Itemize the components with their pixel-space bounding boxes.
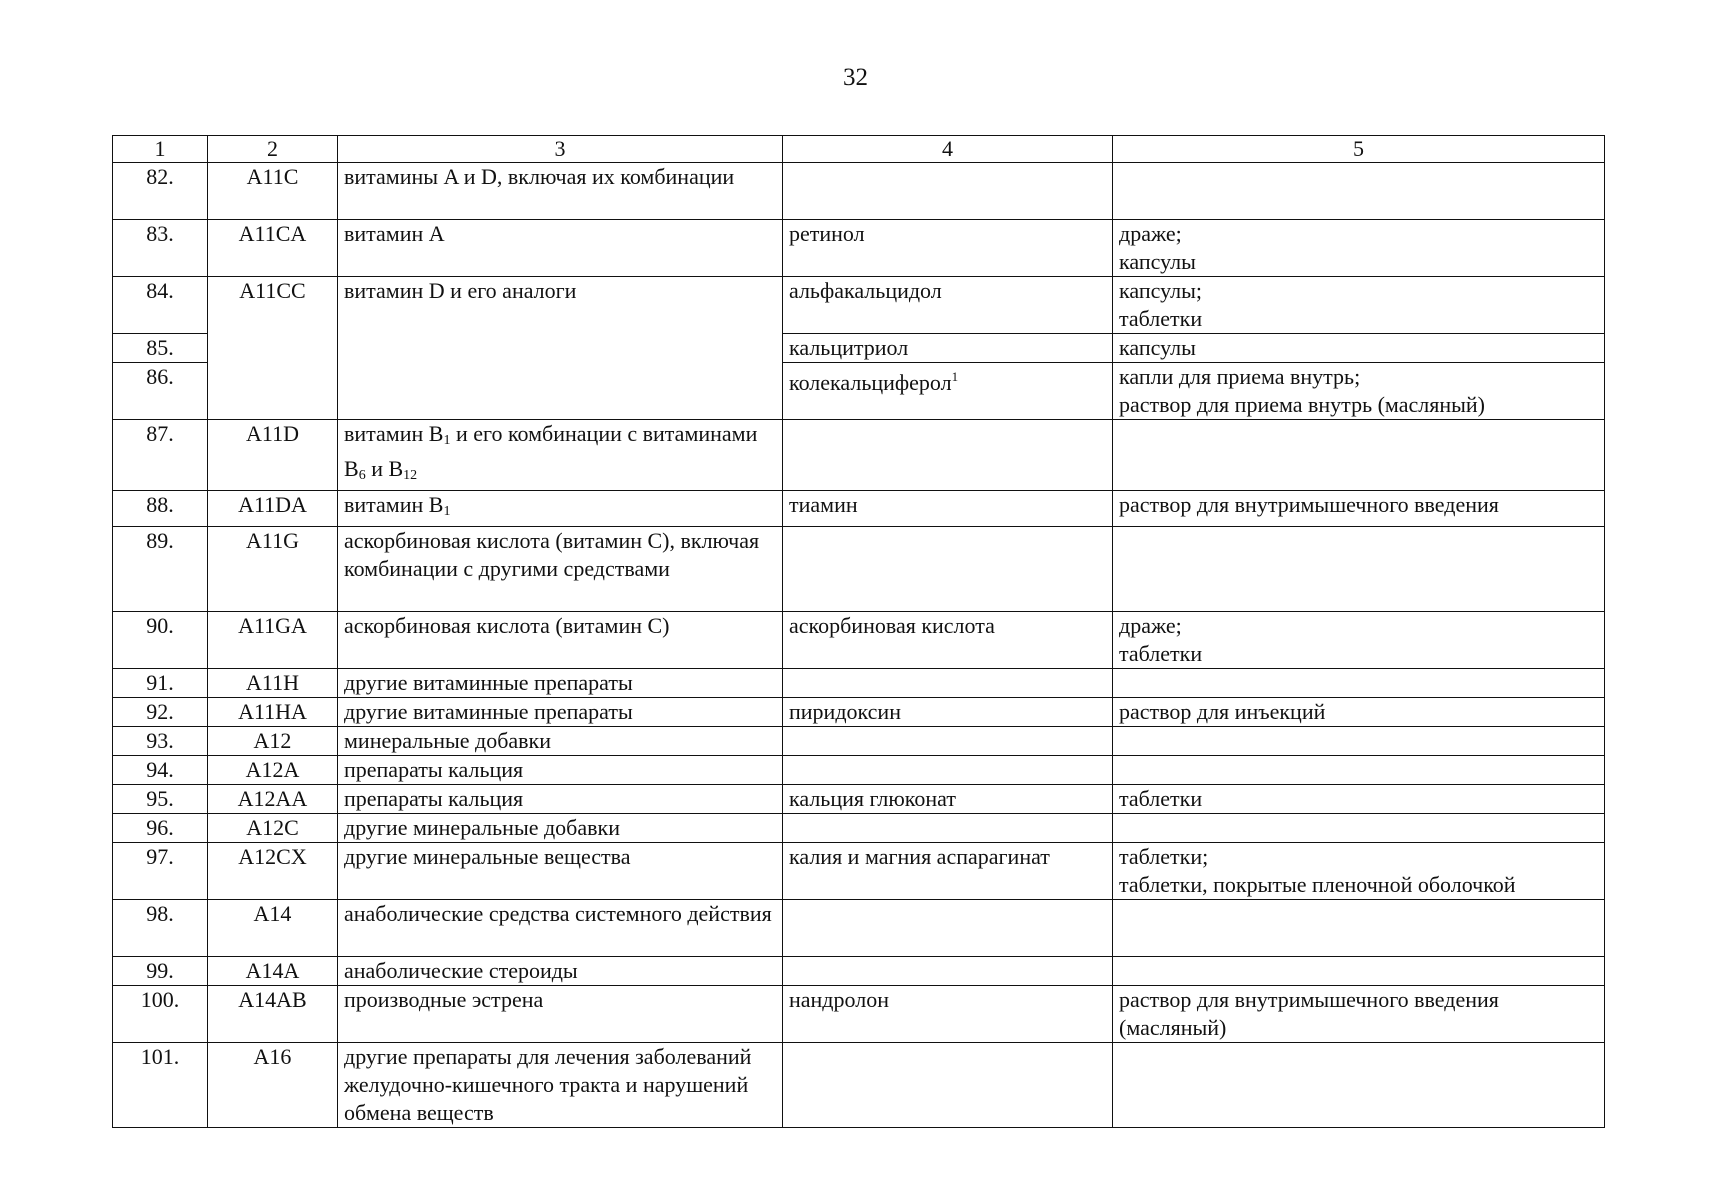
drug-name <box>783 363 1113 420</box>
atc-group <box>338 420 783 491</box>
table-row <box>113 843 1605 900</box>
row-number: 100. <box>113 986 208 1043</box>
dosage-form <box>1113 420 1605 491</box>
row-number: 82. <box>113 163 208 220</box>
table-row <box>113 814 1605 843</box>
header-col-1: 1 <box>113 136 208 163</box>
drug-name: аскорбиновая кислота <box>783 612 1113 669</box>
atc-code: A11D <box>208 420 338 491</box>
row-number: 97. <box>113 843 208 900</box>
header-col-4: 4 <box>783 136 1113 163</box>
atc-group: препараты кальция <box>338 756 783 785</box>
dosage-form <box>1113 957 1605 986</box>
row-number: 91. <box>113 669 208 698</box>
atc-code: A11DA <box>208 491 338 527</box>
atc-code: A11CA <box>208 220 338 277</box>
atc-code: A12A <box>208 756 338 785</box>
dosage-form <box>1113 612 1605 669</box>
atc-group-text: и его комбинации с витаминами B <box>344 421 758 481</box>
atc-code: A11GA <box>208 612 338 669</box>
subscript: 1 <box>443 504 451 519</box>
row-number: 85. <box>113 334 208 363</box>
atc-group: другие минеральные добавки <box>338 814 783 843</box>
dosage-form-line: таблетки, покрытые пленочной оболочкой <box>1119 872 1516 897</box>
drug-name-text: колекальциферол <box>789 370 952 395</box>
row-number: 83. <box>113 220 208 277</box>
table-row <box>113 669 1605 698</box>
atc-code: A12AA <box>208 785 338 814</box>
atc-code: A11H <box>208 669 338 698</box>
header-col-5: 5 <box>1113 136 1605 163</box>
dosage-form-line: таблетки <box>1119 306 1203 331</box>
row-number: 87. <box>113 420 208 491</box>
dosage-form <box>1113 727 1605 756</box>
atc-code: A12C <box>208 814 338 843</box>
dosage-form-line: капсулы; <box>1119 278 1202 303</box>
atc-group: другие минеральные вещества <box>338 843 783 900</box>
table-row <box>113 491 1605 527</box>
table-row <box>113 957 1605 986</box>
subscript: 1 <box>443 433 451 448</box>
subscript: 12 <box>403 468 418 483</box>
row-number: 88. <box>113 491 208 527</box>
atc-group <box>338 491 783 527</box>
dosage-form <box>1113 669 1605 698</box>
subscript: 6 <box>358 468 366 483</box>
atc-group: анаболические средства системного действия <box>338 900 783 957</box>
drug-name <box>783 957 1113 986</box>
drug-name <box>783 756 1113 785</box>
row-number: 101. <box>113 1043 208 1128</box>
drug-list-table <box>112 135 1605 1128</box>
row-number: 95. <box>113 785 208 814</box>
dosage-form-line: таблетки <box>1119 641 1203 666</box>
dosage-form <box>1113 527 1605 612</box>
header-col-2: 2 <box>208 136 338 163</box>
row-number: 98. <box>113 900 208 957</box>
dosage-form-line: капли для приема внутрь; <box>1119 364 1361 389</box>
drug-name <box>783 727 1113 756</box>
table-row <box>113 277 1605 334</box>
row-number: 90. <box>113 612 208 669</box>
table-row <box>113 612 1605 669</box>
dosage-form <box>1113 843 1605 900</box>
atc-group: минеральные добавки <box>338 727 783 756</box>
dosage-form <box>1113 1043 1605 1128</box>
atc-group: витамины A и D, включая их комбинации <box>338 163 783 220</box>
table-row <box>113 900 1605 957</box>
drug-name <box>783 669 1113 698</box>
row-number: 93. <box>113 727 208 756</box>
table-row <box>113 163 1605 220</box>
table-row <box>113 986 1605 1043</box>
table-row <box>113 420 1605 491</box>
drug-name <box>783 1043 1113 1128</box>
atc-group-text: витамин B <box>344 492 444 517</box>
drug-name <box>783 420 1113 491</box>
drug-name <box>783 527 1113 612</box>
table-row <box>113 756 1605 785</box>
atc-group: другие витаминные препараты <box>338 669 783 698</box>
drug-name: пиридоксин <box>783 698 1113 727</box>
dosage-form-line: драже; <box>1119 221 1182 246</box>
drug-name: нандролон <box>783 986 1113 1043</box>
row-number: 92. <box>113 698 208 727</box>
drug-name: кальция глюконат <box>783 785 1113 814</box>
row-number: 96. <box>113 814 208 843</box>
atc-group: витамин D и его аналоги <box>338 277 783 420</box>
dosage-form <box>1113 163 1605 220</box>
dosage-form: раствор для инъекций <box>1113 698 1605 727</box>
atc-group-text: витамин B <box>344 421 444 446</box>
table-row <box>113 785 1605 814</box>
dosage-form <box>1113 220 1605 277</box>
dosage-form-line: капсулы <box>1119 249 1196 274</box>
atc-group: другие препараты для лечения заболеваний желудочно-кишечного тракта и нарушений обмена веществ <box>338 1043 783 1128</box>
atc-group: аскорбиновая кислота (витамин C) <box>338 612 783 669</box>
dosage-form: таблетки <box>1113 785 1605 814</box>
drug-name <box>783 814 1113 843</box>
table-row <box>113 1043 1605 1128</box>
dosage-form <box>1113 363 1605 420</box>
dosage-form: раствор для внутримышечного введения (масляный) <box>1113 986 1605 1043</box>
atc-code: A11G <box>208 527 338 612</box>
atc-code: A11CC <box>208 277 338 420</box>
atc-code: A16 <box>208 1043 338 1128</box>
dosage-form-line: раствор для приема внутрь (масляный) <box>1119 392 1485 417</box>
drug-name: кальцитриол <box>783 334 1113 363</box>
page-number: 32 <box>843 64 868 91</box>
atc-group: другие витаминные препараты <box>338 698 783 727</box>
table-row <box>113 698 1605 727</box>
atc-code: A11C <box>208 163 338 220</box>
drug-name <box>783 163 1113 220</box>
drug-name: ретинол <box>783 220 1113 277</box>
row-number: 89. <box>113 527 208 612</box>
atc-group: аскорбиновая кислота (витамин C), включая комбинации с другими средствами <box>338 527 783 612</box>
dosage-form <box>1113 814 1605 843</box>
row-number: 99. <box>113 957 208 986</box>
drug-name: альфакальцидол <box>783 277 1113 334</box>
atc-code: A14A <box>208 957 338 986</box>
dosage-form-line: драже; <box>1119 613 1182 638</box>
atc-group: витамин A <box>338 220 783 277</box>
header-col-3: 3 <box>338 136 783 163</box>
row-number: 84. <box>113 277 208 334</box>
atc-group: анаболические стероиды <box>338 957 783 986</box>
atc-group-text: и B <box>365 456 404 481</box>
dosage-form: капсулы <box>1113 334 1605 363</box>
drug-name: калия и магния аспарагинат <box>783 843 1113 900</box>
atc-code: A14AB <box>208 986 338 1043</box>
atc-group: производные эстрена <box>338 986 783 1043</box>
dosage-form <box>1113 277 1605 334</box>
atc-code: A12CX <box>208 843 338 900</box>
row-number: 94. <box>113 756 208 785</box>
table-row <box>113 527 1605 612</box>
atc-group: препараты кальция <box>338 785 783 814</box>
row-number: 86. <box>113 363 208 420</box>
atc-code: A14 <box>208 900 338 957</box>
atc-code: A11HA <box>208 698 338 727</box>
dosage-form-line: таблетки; <box>1119 844 1209 869</box>
dosage-form <box>1113 756 1605 785</box>
dosage-form: раствор для внутримышечного введения <box>1113 491 1605 527</box>
table-row <box>113 727 1605 756</box>
drug-name: тиамин <box>783 491 1113 527</box>
drug-name <box>783 900 1113 957</box>
dosage-form <box>1113 900 1605 957</box>
atc-code: A12 <box>208 727 338 756</box>
table-row <box>113 220 1605 277</box>
header-row <box>113 136 1605 163</box>
footnote-mark: 1 <box>951 369 959 384</box>
